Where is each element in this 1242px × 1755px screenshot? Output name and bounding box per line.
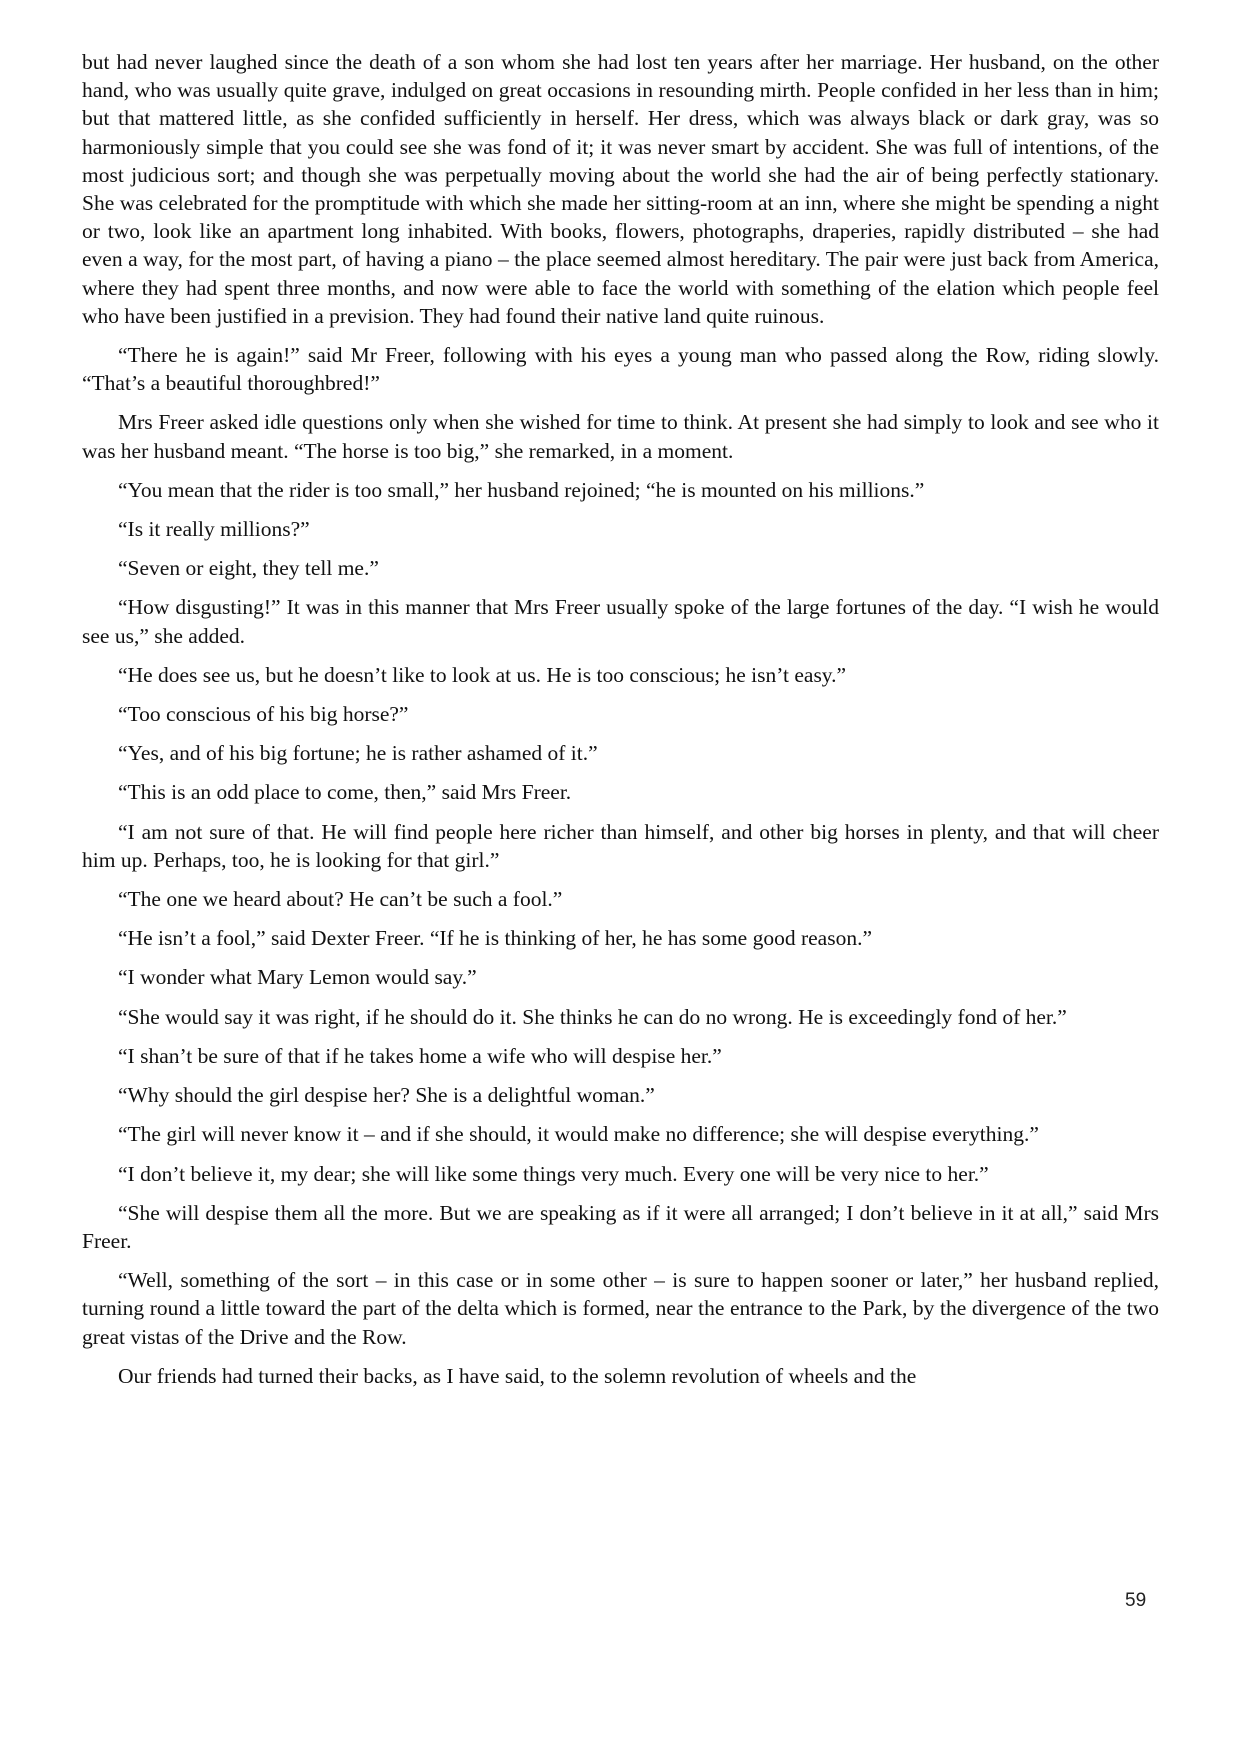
paragraph: “Yes, and of his big fortune; he is rather ashamed of it.” [118, 741, 598, 766]
paragraph: “She will despise them all the more. But we are speaking as if it were all arranged; I don’t believe in it at all,” said Mrs Freer. [82, 1200, 1159, 1253]
paragraph: “I am not sure of that. He will find people here richer than himself, and other big horses in plenty, and that will cheer him up. Perhaps, too, he is looking for that girl.” [82, 819, 1159, 872]
paragraph: “You mean that the rider is too small,” her husband rejoined; “he is mounted on his millions.” [118, 477, 925, 502]
paragraph: Mrs Freer asked idle questions only when she wished for time to think. At present she had simply to look and see who it was her husband meant. “The horse is too big,” she remarked, in a moment. [82, 410, 1159, 463]
paragraph: “She would say it was right, if he should do it. She thinks he can do no wrong. He is exceedingly fond of her.” [118, 1004, 1067, 1029]
paragraph: Our friends had turned their backs, as I have said, to the solemn revolution of wheels and the [118, 1363, 917, 1388]
paragraph: “Why should the girl despise her? She is a delightful woman.” [118, 1083, 655, 1108]
paragraph: “There he is again!” said Mr Freer, following with his eyes a young man who passed along the Row, riding slowly. “That’s a beautiful thoroughbred!” [82, 343, 1159, 396]
paragraph: “Seven or eight, they tell me.” [118, 556, 379, 581]
paragraph: “This is an odd place to come, then,” said Mrs Freer. [118, 780, 572, 805]
paragraph: “The one we heard about? He can’t be such a fool.” [118, 887, 563, 912]
paragraph: “Well, something of the sort – in this case or in some other – is sure to happen sooner or later,” her husband replied, turning round a little toward the part of the delta which is formed, near the entrance to the Park, by the divergence of the two great vistas of the Drive and the Row. [82, 1268, 1159, 1349]
paragraph: “How disgusting!” It was in this manner that Mrs Freer usually spoke of the large fortunes of the day. “I wish he would see us,” she added. [82, 595, 1159, 648]
page-body [82, 48, 1159, 1401]
page-number: 59 [1125, 1590, 1147, 1611]
paragraph: “He isn’t a fool,” said Dexter Freer. “If he is thinking of her, he has some good reason.” [118, 926, 873, 951]
paragraph: “I don’t believe it, my dear; she will like some things very much. Every one will be very nice to her.” [118, 1161, 989, 1186]
paragraph: “He does see us, but he doesn’t like to look at us. He is too conscious; he isn’t easy.” [118, 662, 847, 687]
paragraph: but had never laughed since the death of a son whom she had lost ten years after her marriage. Her husband, on the other hand, who was usually quite grave, indulged on great occasions in resounding mirth. People confided in her less than in him; but that mattered little, as she confided sufficiently in herself. Her dress, which was always black or dark gray, was so harmoniously simple that you could see she was fond of it; it was never smart by accident. She was full of intentions, of the most judicious sort; and though she was perpetually moving about the world she had the air of being perfectly stationary. She was celebrated for the promptitude with which she made her sitting-room at an inn, where she might be spending a night or two, look like an apartment long inhabited. With books, flowers, photographs, draperies, rapidly distributed – she had even a way, for the most part, of having a piano – the place seemed almost hereditary. The pair were just back from America, where they had spent three months, and now were able to face the world with something of the elation which people feel who have been justified in a prevision. They had found their native land quite ruinous. [82, 50, 1159, 328]
paragraph: “The girl will never know it – and if she should, it would make no difference; she will despise everything.” [118, 1122, 1039, 1147]
paragraph: “I shan’t be sure of that if he takes home a wife who will despise her.” [118, 1043, 722, 1068]
paragraph: “Is it really millions?” [118, 517, 310, 542]
paragraph: “I wonder what Mary Lemon would say.” [118, 965, 477, 990]
paragraph: “Too conscious of his big horse?” [118, 702, 409, 727]
